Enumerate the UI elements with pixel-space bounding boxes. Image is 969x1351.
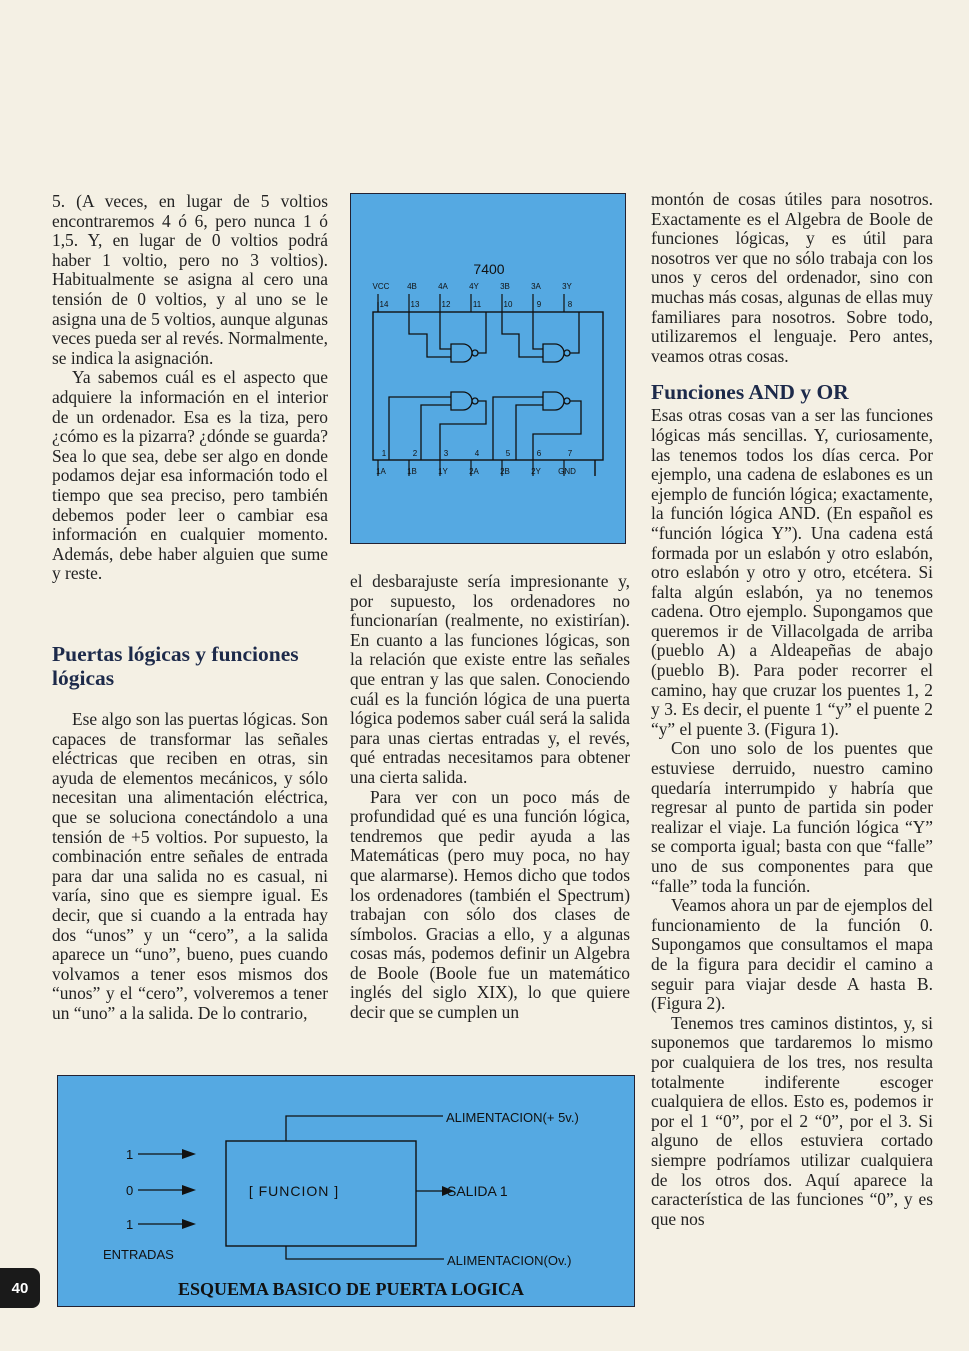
nand-gate-lower-left [389,392,486,460]
col2-paragraph-1: el desbarajuste sería impresionante y, por supuesto, los ordenadores no funcionarían (realmente, no existirían). En cuanto a las funciones lógicas, son la relación que existe entre las señales que entran y las que salen. Conociendo cuál es la función lógica de una puerta lógica podemos saber cuál será la salida para unas ciertas entradas y, el revés, qué entradas necesitamos para obtener una cierta salida. [350,571,630,787]
chip-top-pin-2: 12 [441,300,451,309]
chip-bottom-pin-4: 5 [505,449,511,458]
figure-caption: ESQUEMA BASICO DE PUERTA LOGICA [177,1279,525,1299]
chip-top-pin-3: 11 [472,300,482,309]
chip-bottom-pin-2: 3 [443,449,449,458]
col3-paragraph-5: Tenemos tres caminos distintos, y, si suponemos que tardaremos lo mismo por cualquiera de los tres, nos resulta totalmente indiferente escoger cualquiera de ellos. Esto es, podemos ir por el 1 “0”, por el 2 “0”, por el 3. Si alguno de ellos estuviera cortado siempre podríamos utilizar cualquiera de los otros dos. Aquí aparece la característica de las funciones “0”, y es que nos [651,1012,933,1229]
input-value-0: 1 [126,1147,134,1162]
chip-top-pin-4: 10 [503,300,513,309]
logic-gate-schematic [58,1076,636,1308]
chip-bottom-label-3: 2A [469,467,479,476]
chip-bottom-label-2: 1Y [438,467,448,476]
chip-top-label-0: VCC [372,282,390,291]
input-lines [126,1147,196,1232]
input-arrow-icon-1 [182,1185,196,1195]
col3-paragraph-1: montón de cosas útiles para nosotros. Exactamente es el Algebra de Boole de funciones lógicas, y es útil para nosotros ver que no sólo trabaja con los unos y ceros del ordenador, sino con muchas más cosas, algunas de ellas muy familiares para nosotros. Sobre todo, utilizaremos el lenguaje. Pero antes, veamos otras cosas. [651,189,933,366]
chip-bottom-label-6: GND [558,467,576,476]
chip-top-labels [373,282,573,291]
col1-paragraph-3: Ese algo son las puertas lógicas. Son capaces de transformar las señales eléctricas que reciben en otras, sin ayuda de elementos mecánicos, y sólo necesitan una alimentación eléctrica, que se soluciona conectándolo a una tensión de +5 voltios. Por supuesto, la combinación entre señales de entrada para dar una salida no es casual, ni varía, sino que es siempre igual. Es decir, que si cuando a la entrada hay dos “unos” y un “cero”, a la salida aparece un “uno”, bueno, pues cuando volvamos a tener esos mismos dos “unos” y el “cero”, volveremos a tener un “uno” a la salida. De lo contrario, [52,709,328,1023]
power-bottom-line [286,1246,444,1259]
chip-bottom-label-4: 2B [500,467,510,476]
power-bottom-label: ALIMENTACION(Ov.) [447,1253,572,1268]
input-arrow-icon-2 [182,1219,196,1229]
chip-bottom-pin-5: 6 [536,449,542,458]
col3-paragraph-2: Esas otras cosas van a ser las funciones lógicas más sencillas. Y, curiosamente, las tenemos todos los días cerca. Por ejemplo, una cadena de eslabones es un ejemplo de función lógica; exactamente, la función lógica AND. (En español es “función lógica Y”). Una cadena está formada por un eslabón y otro eslabón, otro eslabón y otro y otro, etcétera. Si falta algún eslabón, ya no tenemos cadena. Otro ejemplo. Supongamos que queremos ir de Villacolgada de arriba (pueblo A) a Aldeapeñas de abajo (pueblo B). Para poder recorrer el camino, hay que cruzar los puentes 1, 2 y 3. Es decir, el puente 1 “y” el puente 2 “y” el puente 3. (Figura 1). [651,405,933,739]
page-number: 40 [0,1268,40,1308]
chip-top-pin-1: 13 [410,300,420,309]
chip-bottom-label-0: 1A [376,467,386,476]
chip-top-label-1: 4B [407,282,417,291]
output-label: SALIDA 1 [447,1183,508,1199]
section-heading-and-or: Funciones AND y OR [651,380,849,405]
column-1-lower [52,710,328,1024]
column-2 [350,572,630,1023]
chip-body [373,312,603,460]
chip-bottom-pin-0: 1 [381,449,387,458]
logic-gate-schematic-figure [57,1075,635,1307]
chip-name: 7400 [473,261,505,277]
col1-paragraph-2: Ya sabemos cuál es el aspecto que adquiere la información en el interior de un ordenador. Esa es la tiza, pero ¿cómo es la pizarra? ¿dónde se guarda? Sea lo que sea, debe ser algo en donde podamos dejar esa información todo el tiempo que sea preciso, pero también debemos poder leer o cambiar esa información en cualquier momento. Además, debe haber alguien que sume y reste. [52,367,328,584]
chip-bottom-label-1: 1B [407,467,417,476]
chip-top-label-5: 3A [531,282,541,291]
column-3 [651,190,933,1229]
section-heading-puertas-logicas: Puertas lógicas y funciones lógicas [52,642,299,690]
chip-bottom-label-5: 2Y [531,467,541,476]
inputs-label: ENTRADAS [103,1247,174,1262]
input-value-2: 1 [126,1217,134,1232]
chip-bottom-labels [376,467,576,476]
power-top-line [286,1116,443,1141]
col3-paragraph-3: Con uno solo de los puentes que estuviese derruido, nuestro camino quedaría interrumpido y habría que regresar al punto de partida sin poder realizar el viaje. La función lógica “Y” se comporta igual; basta con que “falle” uno de sus componentes para que “falle” toda la función. [651,738,933,896]
chip-top-label-3: 4Y [469,282,479,291]
nand-gate-upper-right [502,312,579,362]
chip-bottom-pin-1: 2 [412,449,418,458]
chip-top-pin-5: 9 [536,300,542,309]
chip-bottom-pin-3: 4 [474,449,480,458]
col2-paragraph-2: Para ver con un poco más de profundidad qué es una función lógica, tendremos que pedir ayuda a las Matemáticas (pero muy poca, no hay que alarmarse). Hemos dicho que todos los ordenadores (también el Spectrum) trabajan con sólo dos clases de símbolos. Gracias a ello, y a algunas cosas más, podemos definir un Algebra de Boole (Boole fue un matemático inglés del siglo XIX), lo que quiere decir que se cumplen un [350,786,630,1023]
input-value-1: 0 [126,1183,134,1198]
function-label: [ FUNCION ] [248,1183,340,1199]
nand-gate-upper-left [409,312,486,362]
chip-7400-figure [350,193,626,544]
column-1 [52,192,328,584]
chip-top-label-2: 4A [438,282,448,291]
chip-7400-diagram [351,194,627,545]
col3-paragraph-4: Veamos ahora un par de ejemplos del funcionamiento de la función 0. Supongamos que consultamos el mapa de la figura para decidir el camino a seguir para viajar desde A hasta B. (Figura 2). [651,895,933,1014]
chip-top-pin-6: 8 [567,300,573,309]
input-arrow-icon-0 [182,1149,196,1159]
chip-top-label-6: 3Y [562,282,572,291]
chip-top-label-4: 3B [500,282,510,291]
power-top-label: ALIMENTACION(+ 5v.) [446,1110,579,1125]
chip-bottom-pins [382,449,573,458]
chip-top-pin-0: 14 [379,300,389,309]
col1-paragraph-1: 5. (A veces, en lugar de 5 voltios encontraremos 4 ó 6, pero nunca 1 ó 1,5. Y, en lugar de 0 voltios podrá haber 1 voltio, pero no 3 voltios). Habitualmente se asigna al cero una tensión de 0 voltios, y al uno se le asigna una de 5 voltios, aunque algunas veces pueda ser al revés. Normalmente, se indica la asignación. [52,191,328,368]
chip-bottom-pin-6: 7 [567,449,573,458]
